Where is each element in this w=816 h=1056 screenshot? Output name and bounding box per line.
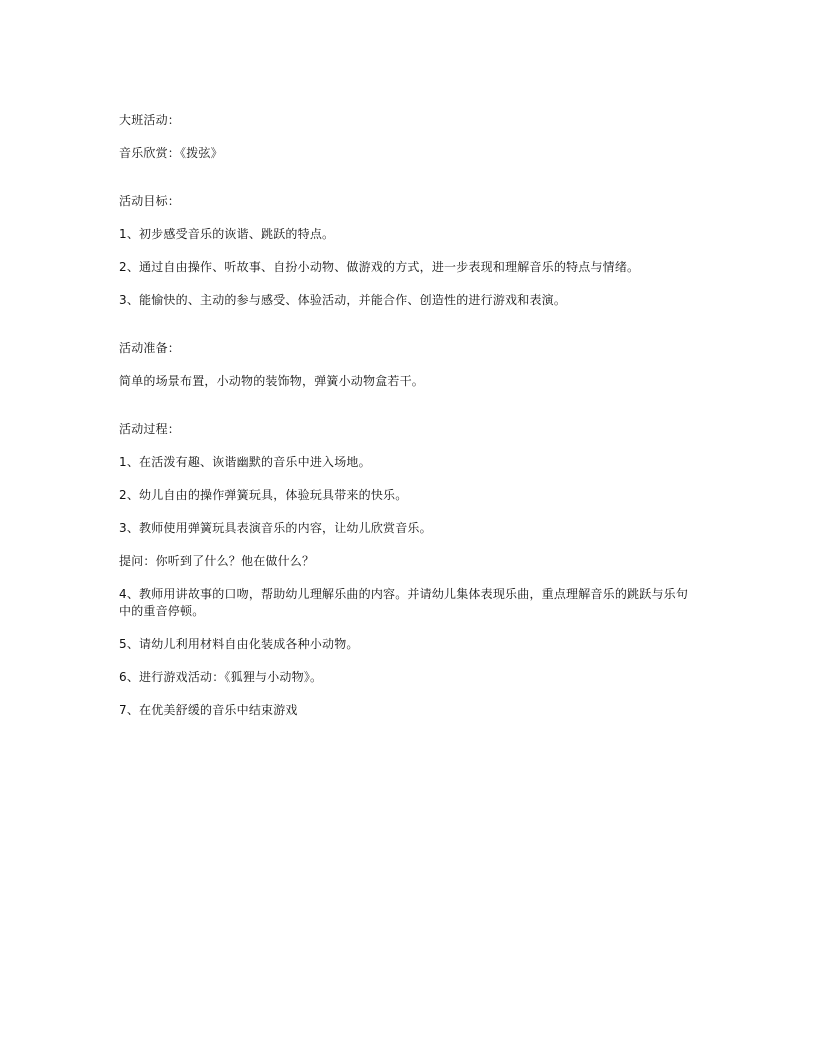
- section-preparation: [119, 340, 699, 390]
- preparation-text: 简单的场景布置，小动物的装饰物，弹簧小动物盒若干。: [119, 374, 425, 388]
- goals-heading: 活动目标：: [119, 194, 181, 208]
- activity-class-label: 大班活动：: [119, 113, 181, 127]
- process-step-7: 7、在优美舒缓的音乐中结束游戏: [119, 703, 298, 717]
- process-step-5: 5、请幼儿利用材料自由化装成各种小动物。: [119, 637, 359, 651]
- preparation-heading: 活动准备：: [119, 341, 181, 355]
- process-step-6: 6、进行游戏活动：《狐狸与小动物》。: [119, 670, 323, 684]
- section-intro: [119, 112, 699, 162]
- goal-item-3: 3、能愉快的、主动的参与感受、体验活动，并能合作、创造性的进行游戏和表演。: [119, 293, 567, 307]
- goal-item-2: 2、通过自由操作、听故事、自扮小动物、做游戏的方式，进一步表现和理解音乐的特点与情绪。: [119, 260, 640, 274]
- process-step-3: 3、教师使用弹簧玩具表演音乐的内容，让幼儿欣赏音乐。: [119, 521, 432, 535]
- music-appreciation-title: 音乐欣赏：《拨弦》: [119, 146, 223, 160]
- process-step-1: 1、在活泼有趣、诙谐幽默的音乐中进入场地。: [119, 455, 371, 469]
- document-body: [119, 112, 699, 719]
- process-step-4: 4、教师用讲故事的口吻，帮助幼儿理解乐曲的内容。并请幼儿集体表现乐曲，重点理解音乐的跳跃与乐句中的重音停顿。: [119, 587, 689, 618]
- section-goals: [119, 193, 699, 309]
- process-question: 提问：你听到了什么？他在做什么？: [119, 554, 315, 568]
- process-step-2: 2、幼儿自由的操作弹簧玩具，体验玩具带来的快乐。: [119, 488, 408, 502]
- process-heading: 活动过程：: [119, 422, 181, 436]
- section-process: [119, 421, 699, 719]
- goal-item-1: 1、初步感受音乐的诙谐、跳跃的特点。: [119, 227, 335, 241]
